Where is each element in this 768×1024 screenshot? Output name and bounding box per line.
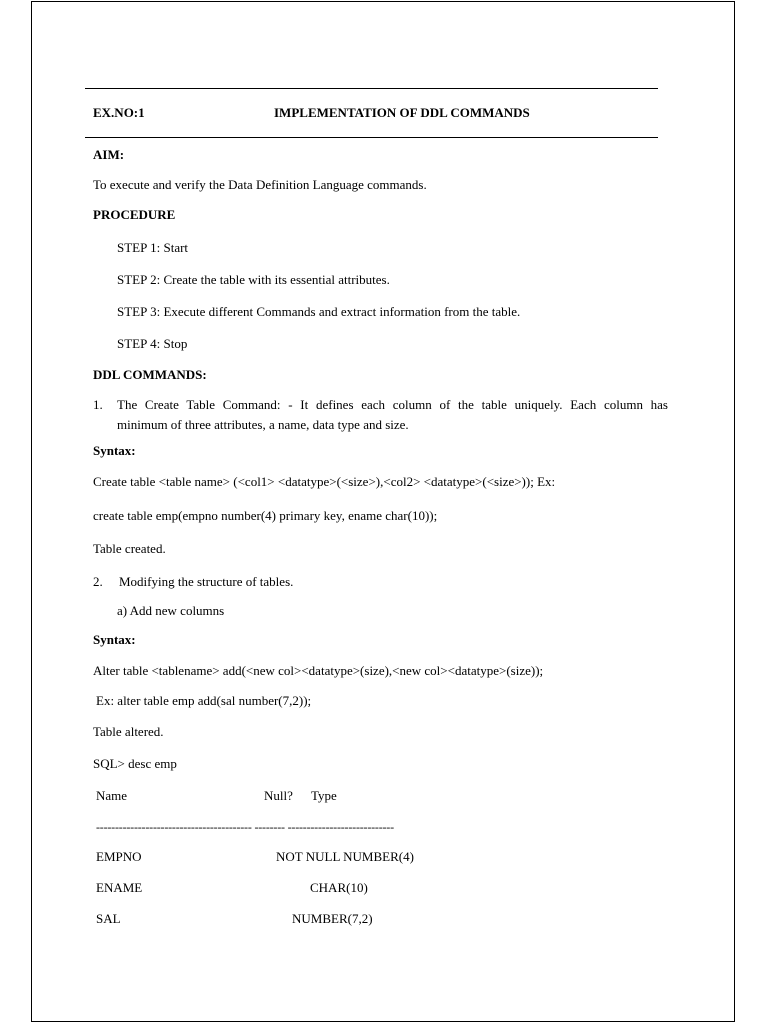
- desc-row-empno-name: EMPNO: [96, 849, 142, 864]
- aim-text: To execute and verify the Data Definition Language commands.: [93, 177, 427, 192]
- desc-row-sal-name: SAL: [96, 911, 121, 926]
- procedure-step-3: STEP 3: Execute different Commands and extract information from the table.: [117, 304, 521, 319]
- ddl-heading: DDL COMMANDS:: [93, 367, 207, 382]
- syntax-1-text: Create table <table name> (<col1> <datatype>(<size>),<col2> <datatype>(<size>)); Ex:: [93, 474, 556, 489]
- sql-prompt: SQL> desc emp: [93, 756, 177, 771]
- desc-row-empno-type: NOT NULL NUMBER(4): [276, 849, 414, 864]
- syntax-2-text: Alter table <tablename> add(<new col><datatype>(size),<new col><datatype>(size));: [93, 663, 544, 678]
- header-bottom-rule: [85, 137, 658, 138]
- desc-separator: ----------------------------------------- -------- ----------------------------: [96, 820, 394, 834]
- exercise-title: IMPLEMENTATION OF DDL COMMANDS: [274, 105, 530, 120]
- result-2-text: Table altered.: [93, 724, 164, 739]
- example-1-text: create table emp(empno number(4) primary key, ename char(10));: [93, 508, 438, 523]
- aim-heading: AIM:: [93, 147, 125, 162]
- item-1-line-2: minimum of three attributes, a name, data type and size.: [117, 417, 409, 432]
- procedure-step-2: STEP 2: Create the table with its essential attributes.: [117, 272, 390, 287]
- desc-header-type: Type: [311, 788, 337, 803]
- header-top-rule: [85, 88, 658, 89]
- desc-header-null: Null?: [264, 788, 293, 803]
- item-1-number: 1.: [93, 397, 103, 412]
- procedure-step-1: STEP 1: Start: [117, 240, 189, 255]
- result-1-text: Table created.: [93, 541, 166, 556]
- procedure-step-4: STEP 4: Stop: [117, 336, 188, 351]
- example-2-text: Ex: alter table emp add(sal number(7,2));: [96, 693, 312, 708]
- item-2-text: Modifying the structure of tables.: [119, 574, 294, 589]
- syntax-1-heading: Syntax:: [93, 443, 136, 458]
- procedure-heading: PROCEDURE: [93, 207, 176, 222]
- item-2-number: 2.: [93, 574, 103, 589]
- desc-row-ename-name: ENAME: [96, 880, 143, 895]
- item-1-line-1: The Create Table Command: - It defines each column of the table uniquely. Each column has: [117, 397, 668, 412]
- desc-row-ename-type: CHAR(10): [310, 880, 368, 895]
- syntax-2-heading: Syntax:: [93, 632, 136, 647]
- desc-header-name: Name: [96, 788, 128, 803]
- exercise-number: EX.NO:1: [93, 105, 145, 120]
- desc-row-sal-type: NUMBER(7,2): [292, 911, 373, 926]
- sub-item-a: a) Add new columns: [117, 603, 225, 618]
